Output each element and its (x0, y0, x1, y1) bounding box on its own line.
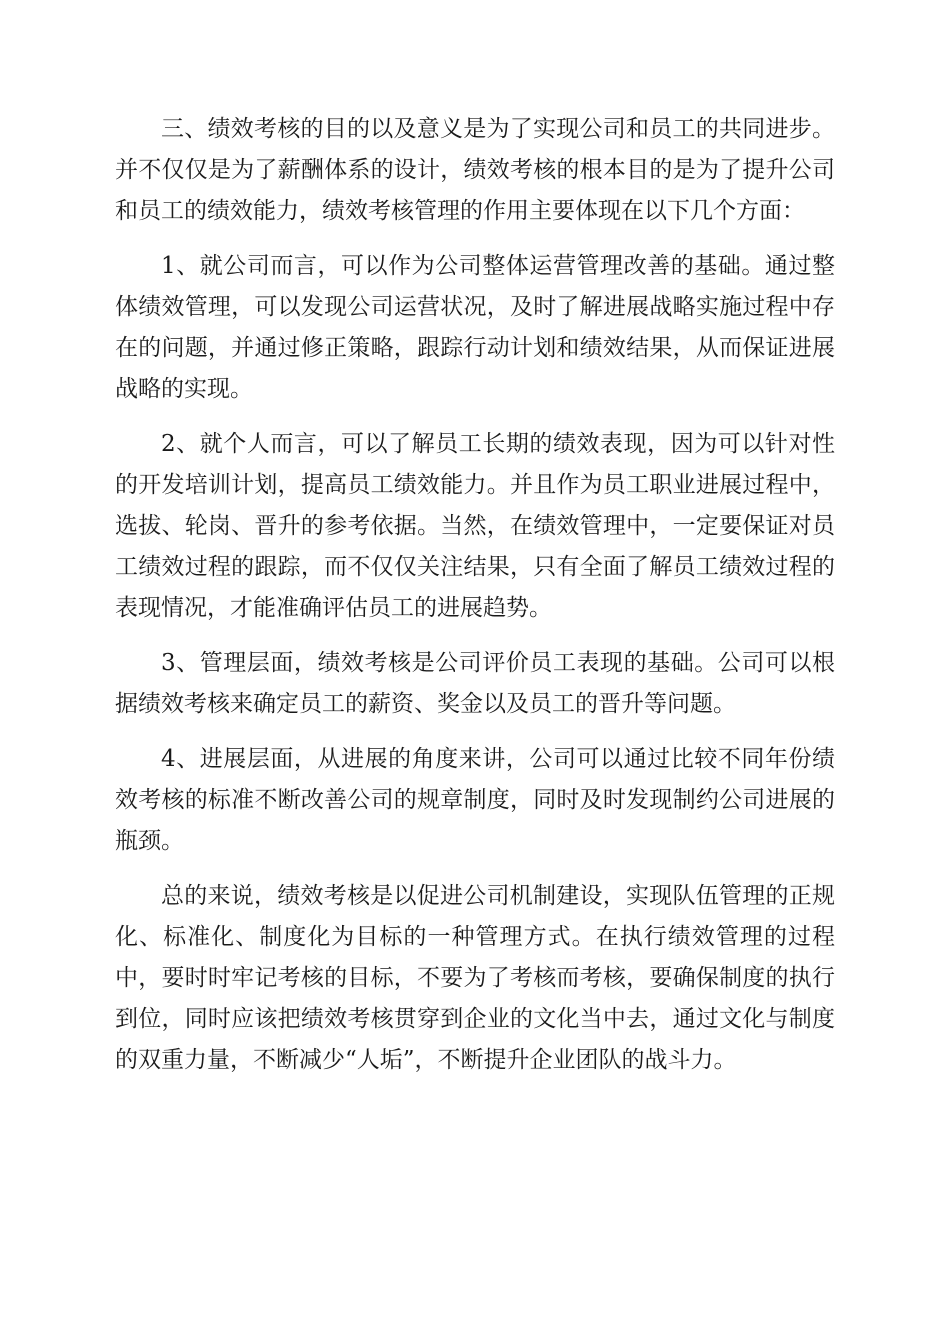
document-body (115, 109, 835, 1095)
paragraph-management: 3、管理层面，绩效考核是公司评价员工表现的基础。公司可以根据绩效考核来确定员工的薪资、奖金以及员工的晋升等问题。 (115, 650, 835, 717)
paragraph-development: 4、进展层面，从进展的角度来讲，公司可以通过比较不同年份绩效考核的标准不断改善公司的规章制度，同时及时发现制约公司进展的瓶颈。 (115, 746, 835, 854)
paragraph-individual: 2、就个人而言，可以了解员工长期的绩效表现，因为可以针对性的开发培训计划，提高员工绩效能力。并且作为员工职业进展过程中，选拔、轮岗、晋升的参考依据。当然，在绩效管理中，一定要保证对员工绩效过程的跟踪，而不仅仅关注结果，只有全面了解员工绩效过程的表现情况，才能准确评估员工的进展趋势。 (115, 431, 835, 621)
paragraph-company: 1、就公司而言，可以作为公司整体运营管理改善的基础。通过整体绩效管理，可以发现公司运营状况，及时了解进展战略实施过程中存在的问题，并通过修正策略，跟踪行动计划和绩效结果，从而保证进展战略的实现。 (115, 253, 835, 402)
paragraph-purpose: 三、绩效考核的目的以及意义是为了实现公司和员工的共同进步。并不仅仅是为了薪酬体系的设计，绩效考核的根本目的是为了提升公司和员工的绩效能力，绩效考核管理的作用主要体现在以下几个方面： (115, 116, 835, 224)
paragraph-summary: 总的来说，绩效考核是以促进公司机制建设，实现队伍管理的正规化、标准化、制度化为目标的一种管理方式。在执行绩效管理的过程中，要时时牢记考核的目标，不要为了考核而考核，要确保制度的执行到位，同时应该把绩效考核贯穿到企业的文化当中去，通过文化与制度的双重力量，不断减少“人垢”，不断提升企业团队的战斗力。 (115, 883, 835, 1073)
